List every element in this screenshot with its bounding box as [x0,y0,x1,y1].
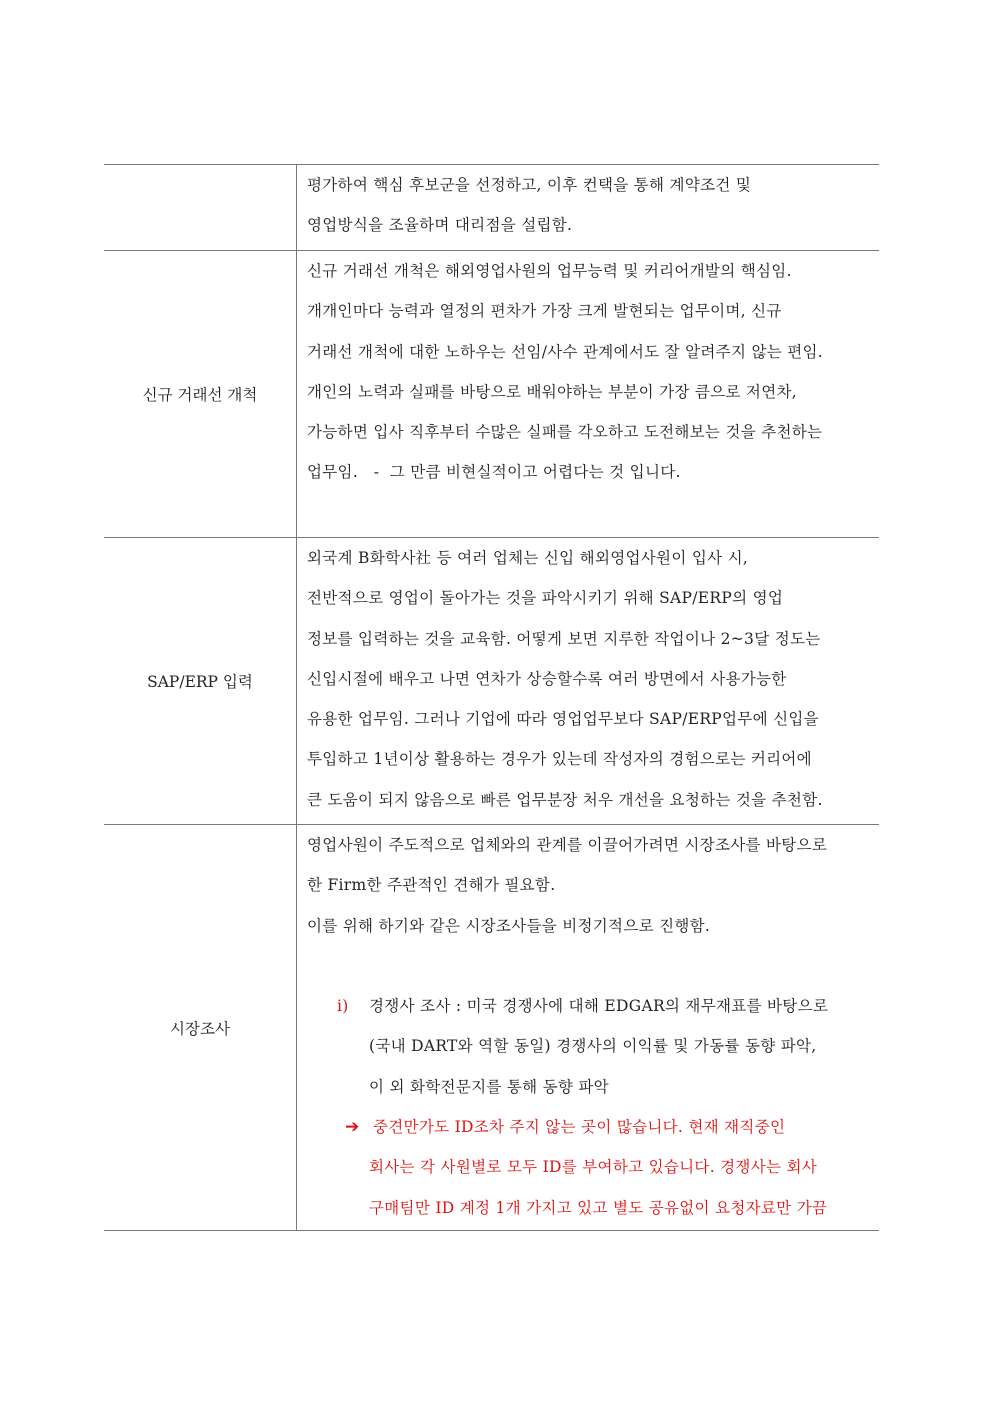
row-label: 신규 거래선 개척 [104,251,297,538]
content-line: 업무임. - 그 만큼 비현실적이고 어렵다는 것 입니다. [307,463,681,482]
row-label [104,165,297,251]
row-label: 시장조사 [104,825,297,1231]
document-table [104,164,879,1231]
content-line: 이를 위해 하기와 같은 시장조사들을 비정기적으로 진행함. [307,916,711,935]
list-item-text: 경쟁사 조사 : 미국 경쟁사에 대해 EDGAR의 재무재표를 바탕으로 [369,997,829,1016]
blank-line [307,946,879,986]
note-continuation: 구매팀만 ID 계정 1개 가지고 있고 별도 공유없이 요청자료만 가끔 [369,1198,828,1217]
table-row [104,538,879,825]
content-line: 신규 거래선 개척은 해외영업사원의 업무능력 및 커리어개발의 핵심임. [307,262,792,280]
note-line [307,1107,879,1147]
row-content [297,825,880,1231]
table-row [104,165,879,251]
content-line: 정보를 입력하는 것을 교육함. 어떻게 보면 지루한 작업이나 2~3달 정도는 [307,629,821,648]
list-item-continuation: 이 외 화학전문지를 통해 동향 파악 [369,1077,609,1096]
content-line: 영업방식을 조율하며 대리점을 설립함. [307,216,573,235]
content-line: 투입하고 1년이상 활용하는 경우가 있는데 작성자의 경험으로는 커리어에 [307,750,812,769]
row-content [297,251,880,538]
content-line: 신입시절에 배우고 나면 연차가 상승할수록 여러 방면에서 사용가능한 [307,669,787,688]
row-content [297,165,880,251]
content-line: 유용한 업무임. 그러나 기업에 따라 영업업무보다 SAP/ERP업무에 신입을 [307,710,819,729]
content-line: 가능하면 입사 직후부터 수많은 실패를 각오하고 도전해보는 것을 추천하는 [307,423,823,442]
list-item-continuation: (국내 DART와 역할 동일) 경쟁사의 이익률 및 가동률 동향 파악, [369,1037,817,1056]
content-line: 외국계 B화학사社 등 여러 업체는 신입 해외영업사원이 입사 시, [307,549,749,567]
content-line: 개인의 노력과 실패를 바탕으로 배워야하는 부분이 가장 큼으로 저연차, [307,382,797,401]
content-line: 평가하여 핵심 후보군을 선정하고, 이후 컨택을 통해 계약조건 및 [307,176,752,194]
content-line: 개개인마다 능력과 열정의 편차가 가장 크게 발현되는 업무이며, 신규 [307,302,782,321]
content-line: 영업사원이 주도적으로 업체와의 관계를 이끌어가려면 시장조사를 바탕으로 [307,836,828,854]
note-text: 중견만가도 ID조차 주지 않는 곳이 많습니다. 현재 재직중인 [373,1118,786,1137]
right-arrow-icon: ➔ [345,1117,360,1138]
table-row [104,825,879,1231]
note-continuation: 회사는 각 사원별로 모두 ID를 부여하고 있습니다. 경쟁사는 회사 [369,1158,818,1177]
content-line: 전반적으로 영업이 돌아가는 것을 파악시키기 위해 SAP/ERP의 영업 [307,589,784,608]
row-label: SAP/ERP 입력 [104,538,297,825]
content-line: 큰 도움이 되지 않음으로 빠른 업무분장 처우 개선을 요청하는 것을 추천함. [307,790,823,809]
list-item [307,986,879,1026]
content-line: 거래선 개척에 대한 노하우는 선임/사수 관계에서도 잘 알려주지 않는 편임. [307,342,823,361]
row-content [297,538,880,825]
table-row [104,251,879,538]
list-marker: i) [337,997,349,1016]
content-line: 한 Firm한 주관적인 견해가 필요함. [307,876,556,895]
